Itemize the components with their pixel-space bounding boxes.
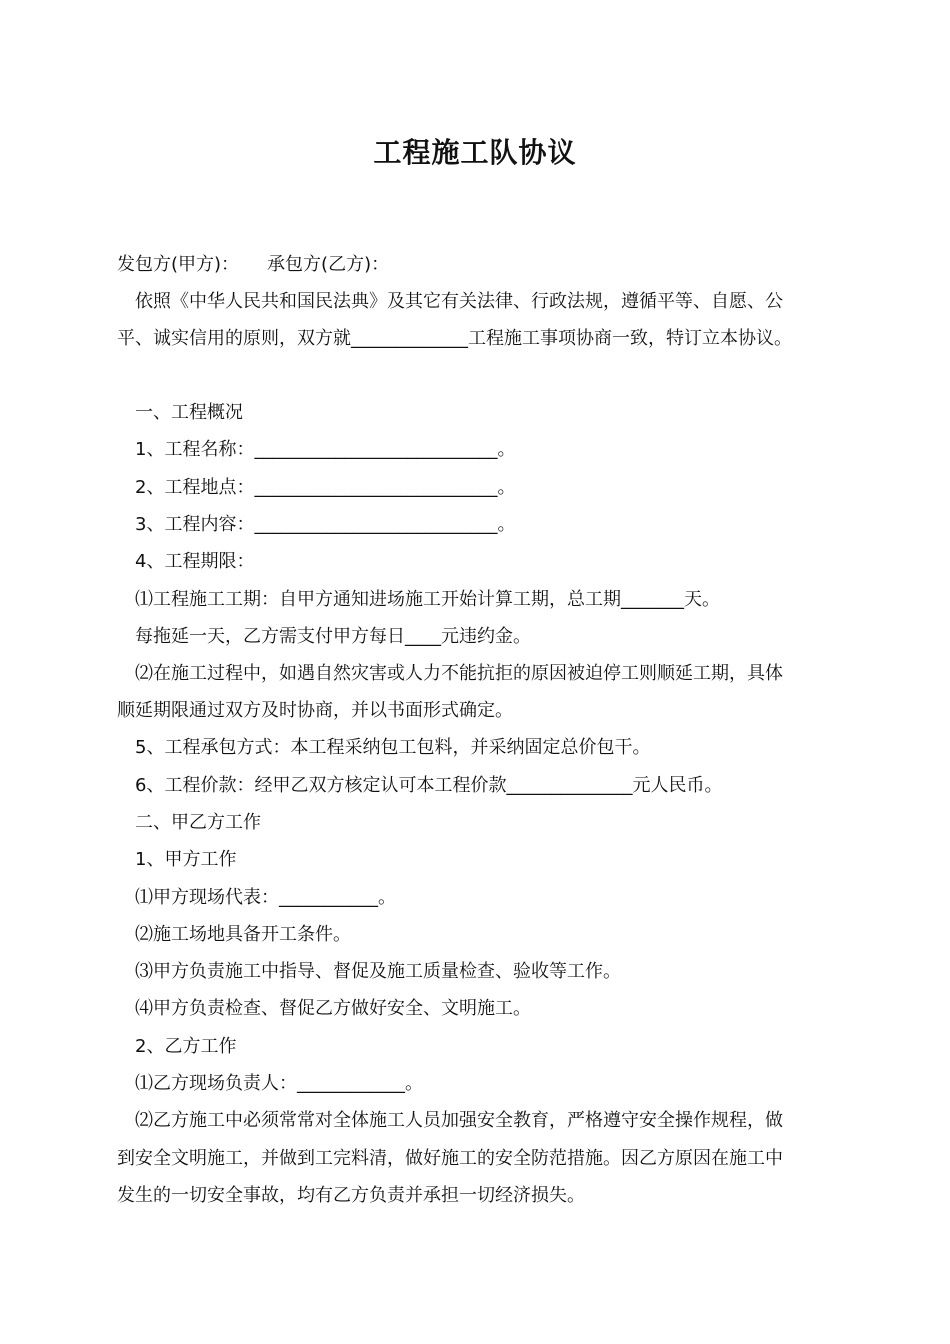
party-b-label: 承包方(乙方)： (267, 254, 390, 275)
project-name-line: 1、工程名称：___________________________。 (135, 439, 516, 460)
term-item-2-line-1: ⑵在施工过程中，如遇自然灾害或人力不能抗拒的原因被迫停工则顺延工期，具体 (135, 663, 783, 684)
section-2-heading: 二、甲乙方工作 (135, 812, 261, 833)
party-b-item-2-line-2: 到安全文明施工，并做到工完料清，做好施工的安全防范措施。因乙方原因在施工中 (117, 1148, 783, 1169)
document-title: 工程施工队协议 (373, 136, 577, 169)
intro-line-2: 平、诚实信用的原则，双方就_____________工程施工事项协商一致，特订立本协议。 (117, 328, 792, 349)
party-b-item-1: ⑴乙方现场负责人：____________。 (135, 1073, 423, 1094)
party-a-item-4: ⑷甲方负责检查、督促乙方做好安全、文明施工。 (135, 998, 531, 1019)
project-price-line: 6、工程价款：经甲乙双方核定认可本工程价款______________元人民币。 (135, 775, 723, 796)
party-a-work-heading: 1、甲方工作 (135, 849, 237, 870)
term-item-2-line-2: 顺延期限通过双方及时协商，并以书面形式确定。 (117, 700, 513, 721)
party-b-work-heading: 2、乙方工作 (135, 1036, 237, 1057)
contract-mode-line: 5、工程承包方式：本工程采纳包工包料，并采纳固定总价包干。 (135, 737, 651, 758)
party-a-label: 发包方(甲方)： (117, 254, 240, 275)
project-term-heading: 4、工程期限： (135, 551, 255, 572)
party-a-item-3: ⑶甲方负责施工中指导、督促及施工质量检查、验收等工作。 (135, 961, 621, 982)
section-1-heading: 一、工程概况 (135, 402, 243, 423)
party-b-item-2-line-3: 发生的一切安全事故，均有乙方负责并承担一切经济损失。 (117, 1185, 585, 1206)
party-b-item-2-line-1: ⑵乙方施工中必须常常对全体施工人员加强安全教育，严格遵守安全操作规程，做 (135, 1110, 783, 1131)
party-a-item-2: ⑵施工场地具备开工条件。 (135, 924, 351, 945)
project-content-line: 3、工程内容：___________________________。 (135, 514, 516, 535)
intro-line-1: 依照《中华人民共和国民法典》及其它有关法律、行政法规，遵循平等、自愿、公 (135, 291, 783, 312)
project-location-line: 2、工程地点：___________________________。 (135, 477, 516, 498)
party-a-item-1: ⑴甲方现场代表：___________。 (135, 887, 396, 908)
term-item-1: ⑴工程施工工期：自甲方通知进场施工开始计算工期，总工期_______天。 (135, 589, 720, 610)
term-item-1-penalty: 每拖延一天，乙方需支付甲方每日____元违约金。 (135, 626, 531, 647)
parties-line (117, 253, 389, 277)
